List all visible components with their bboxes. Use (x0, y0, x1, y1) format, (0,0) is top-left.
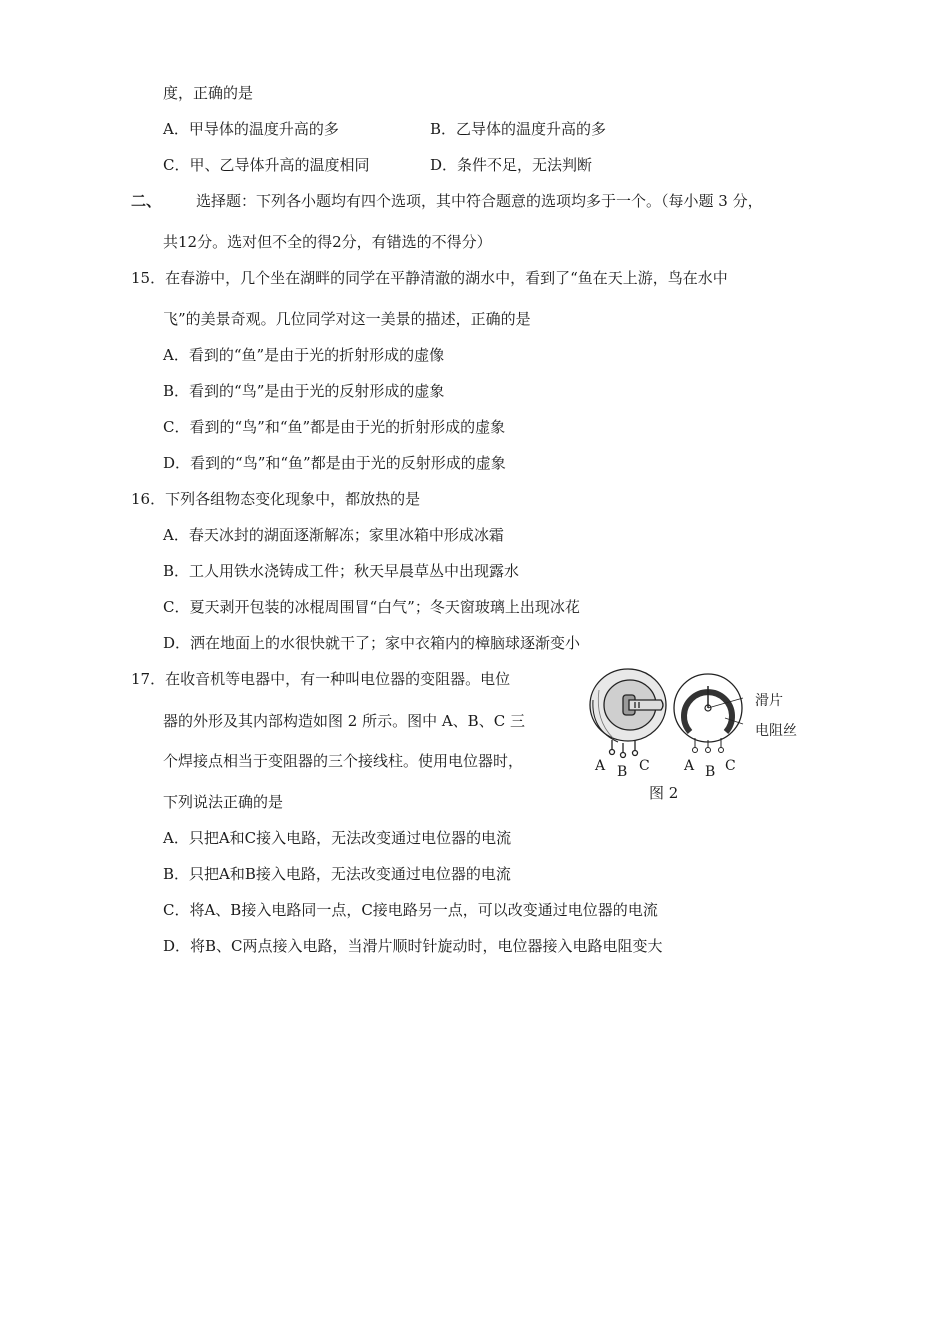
q17-stem-line4: 下列说法正确的是 (163, 793, 284, 811)
figure-caption: 图 2 (649, 784, 679, 802)
q14-option-b: B．乙导体的温度升高的多 (430, 120, 607, 138)
q16-option-d: D．洒在地面上的水很快就干了；家中衣箱内的樟脑球逐渐变小 (163, 634, 581, 652)
right-terminal-a: A (684, 758, 695, 774)
q17-option-a: A．只把A和C接入电路，无法改变通过电位器的电流 (163, 829, 512, 847)
q15-stem-line2: 飞”的美景奇观。几位同学对这一美景的描述，正确的是 (163, 310, 531, 328)
section-instruction-line1: 选择题：下列各小题均有四个选项，其中符合题意的选项均多于一个。（每小题 3 分， (196, 192, 763, 210)
q14-stem-tail: 度，正确的是 (163, 84, 254, 102)
q14-option-d: D．条件不足，无法判断 (430, 156, 593, 174)
right-terminal-c: C (725, 758, 736, 774)
q15-stem-line1: 15．在春游中，几个坐在湖畔的同学在平静清澈的湖水中，看到了“鱼在天上游，鸟在水中 (131, 269, 728, 287)
q17-option-c: C．将A、B接入电路同一点，C接电路另一点，可以改变通过电位器的电流 (163, 901, 658, 919)
left-terminal-a: A (595, 758, 606, 774)
q15-option-b: B．看到的“鸟”是由于光的反射形成的虚象 (163, 382, 445, 400)
q15-option-d: D．看到的“鸟”和“鱼”都是由于光的反射形成的虚象 (163, 454, 506, 472)
right-terminal-b: B (705, 764, 716, 780)
section-number: 二、 (131, 192, 162, 210)
left-terminal-c: C (639, 758, 650, 774)
q17-stem-line1: 17．在收音机等电器中，有一种叫电位器的变阻器。电位 (131, 670, 511, 688)
q14-option-c: C．甲、乙导体升高的温度相同 (163, 156, 370, 174)
potentiometer-figure (583, 660, 813, 810)
q17-stem-line3: 个焊接点相当于变阻器的三个接线柱。使用电位器时， (163, 752, 524, 770)
resistance-wire-label: 电阻丝 (755, 723, 797, 739)
q15-option-c: C．看到的“鸟”和“鱼”都是由于光的折射形成的虚象 (163, 418, 506, 436)
q15-option-a: A．看到的“鱼”是由于光的折射形成的虚像 (163, 346, 445, 364)
q16-option-a: A．春天冰封的湖面逐渐解冻；家里冰箱中形成冰霜 (163, 526, 504, 544)
section-instruction-line2: 共12分。选对但不全的得2分，有错选的不得分） (163, 233, 492, 251)
potentiometer-interior-drawing (674, 674, 743, 753)
q17-option-b: B．只把A和B接入电路，无法改变通过电位器的电流 (163, 865, 511, 883)
left-terminal-b: B (617, 764, 628, 780)
q16-stem: 16．下列各组物态变化现象中，都放热的是 (131, 490, 421, 508)
q17-option-d: D．将B、C两点接入电路，当滑片顺时针旋动时，电位器接入电路电阻变大 (163, 937, 663, 955)
q14-option-a: A．甲导体的温度升高的多 (163, 120, 339, 138)
slider-label: 滑片 (755, 693, 783, 709)
q16-option-c: C．夏天剥开包装的冰棍周围冒“白气”；冬天窗玻璃上出现冰花 (163, 598, 580, 616)
q16-option-b: B．工人用铁水浇铸成工件；秋天早晨草丛中出现露水 (163, 562, 520, 580)
potentiometer-exterior-drawing (590, 669, 666, 758)
q17-stem-line2: 器的外形及其内部构造如图 2 所示。图中 A、B、C 三 (163, 712, 525, 730)
